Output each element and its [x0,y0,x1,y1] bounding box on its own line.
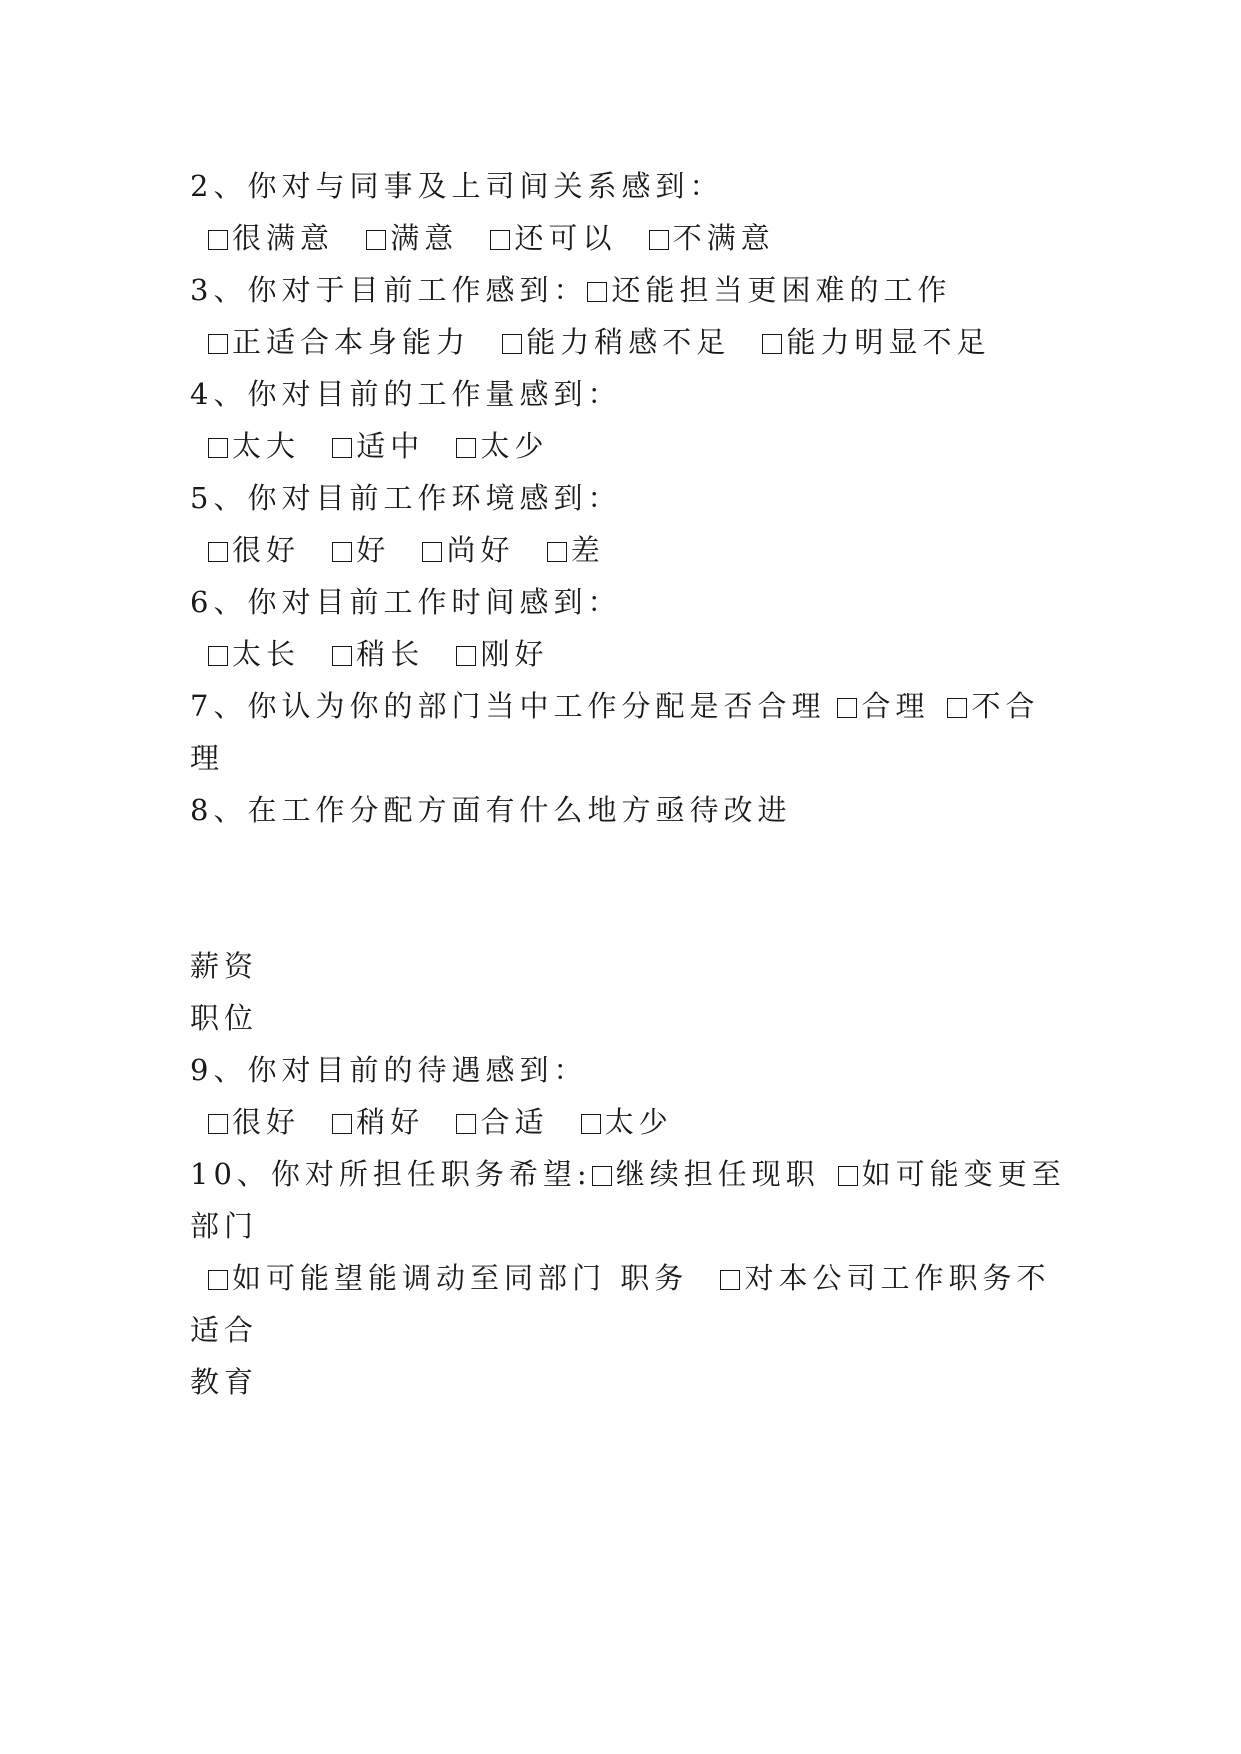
checkbox-option[interactable]: 不合 [947,686,1039,726]
checkbox-icon[interactable] [720,1270,740,1290]
checkbox-icon[interactable] [332,1114,352,1134]
checkbox-option[interactable]: 正适合本身能力 [208,322,470,362]
checkbox-option[interactable]: 还能担当更困难的工作 [587,270,951,310]
checkbox-icon[interactable] [837,698,857,718]
section-heading-salary: 薪资 [190,949,259,983]
question-10-continuation-2: 适合 [190,1313,259,1347]
checkbox-icon[interactable] [332,438,352,458]
checkbox-option[interactable]: 稍长 [332,634,424,674]
checkbox-icon[interactable] [208,1270,228,1290]
checkbox-option[interactable]: 继续担任现职 [592,1154,820,1194]
question-7: 7、你认为你的部门当中工作分配是否合理 合理 不合 [190,686,1039,726]
checkbox-icon[interactable] [422,542,442,562]
checkbox-icon[interactable] [581,1114,601,1134]
question-6: 6、你对目前工作时间感到： [190,585,622,619]
checkbox-option[interactable]: 合理 [837,686,929,726]
checkbox-icon[interactable] [947,698,967,718]
checkbox-icon[interactable] [649,230,669,250]
checkbox-option[interactable]: 能力明显不足 [762,322,990,362]
question-10-options [208,1258,1050,1298]
checkbox-option[interactable]: 适中 [332,426,424,466]
question-9: 9、你对目前的待遇感到： [190,1053,588,1087]
checkbox-option[interactable]: 能力稍感不足 [502,322,730,362]
checkbox-option[interactable]: 太长 [208,634,300,674]
checkbox-icon[interactable] [592,1166,612,1186]
checkbox-option[interactable]: 尚好 [422,530,514,570]
question-3-options [208,322,990,362]
section-heading-position: 职位 [190,1001,259,1035]
checkbox-icon[interactable] [502,334,522,354]
question-2-options [208,218,775,258]
checkbox-icon[interactable] [208,542,228,562]
checkbox-icon[interactable] [547,542,567,562]
question-5: 5、你对目前工作环境感到： [190,481,622,515]
checkbox-option[interactable]: 如可能变更至 [838,1154,1066,1194]
question-9-options [208,1102,673,1142]
question-6-options [208,634,548,674]
checkbox-option[interactable]: 太少 [581,1102,673,1142]
checkbox-icon[interactable] [762,334,782,354]
checkbox-option[interactable]: 如可能望能调动至同部门 职务 [208,1258,688,1298]
question-3: 3、你对于目前工作感到： 还能担当更困难的工作 [190,270,951,310]
checkbox-icon[interactable] [366,230,386,250]
checkbox-icon[interactable] [208,646,228,666]
checkbox-icon[interactable] [838,1166,858,1186]
checkbox-icon[interactable] [332,542,352,562]
checkbox-icon[interactable] [456,438,476,458]
checkbox-icon[interactable] [587,282,607,302]
checkbox-icon[interactable] [456,646,476,666]
checkbox-option[interactable]: 刚好 [456,634,548,674]
checkbox-option[interactable]: 太大 [208,426,300,466]
question-2: 2、你对与同事及上司间关系感到： [190,169,724,203]
checkbox-option[interactable]: 合适 [456,1102,548,1142]
checkbox-option[interactable]: 很满意 [208,218,334,258]
checkbox-option[interactable]: 差 [547,530,605,570]
checkbox-option[interactable]: 对本公司工作职务不 [720,1258,1050,1298]
checkbox-icon[interactable] [332,646,352,666]
question-10: 10、你对所担任职务希望: 继续担任现职 如可能变更至 [190,1154,1066,1194]
checkbox-icon[interactable] [208,230,228,250]
checkbox-option[interactable]: 很好 [208,1102,300,1142]
checkbox-icon[interactable] [456,1114,476,1134]
checkbox-option[interactable]: 很好 [208,530,300,570]
checkbox-option[interactable]: 太少 [456,426,548,466]
checkbox-icon[interactable] [490,230,510,250]
checkbox-icon[interactable] [208,438,228,458]
checkbox-icon[interactable] [208,334,228,354]
question-4: 4、你对目前的工作量感到： [190,377,622,411]
checkbox-option[interactable]: 稍好 [332,1102,424,1142]
checkbox-icon[interactable] [208,1114,228,1134]
checkbox-option[interactable]: 还可以 [490,218,616,258]
section-heading-education: 教育 [190,1365,259,1399]
checkbox-option[interactable]: 好 [332,530,390,570]
question-7-continuation: 理 [190,741,225,775]
checkbox-option[interactable]: 满意 [366,218,458,258]
question-4-options [208,426,548,466]
checkbox-option[interactable]: 不满意 [649,218,775,258]
question-8: 8、在工作分配方面有什么地方亟待改进 [190,793,792,827]
question-10-continuation: 部门 [190,1209,259,1243]
question-5-options [208,530,605,570]
